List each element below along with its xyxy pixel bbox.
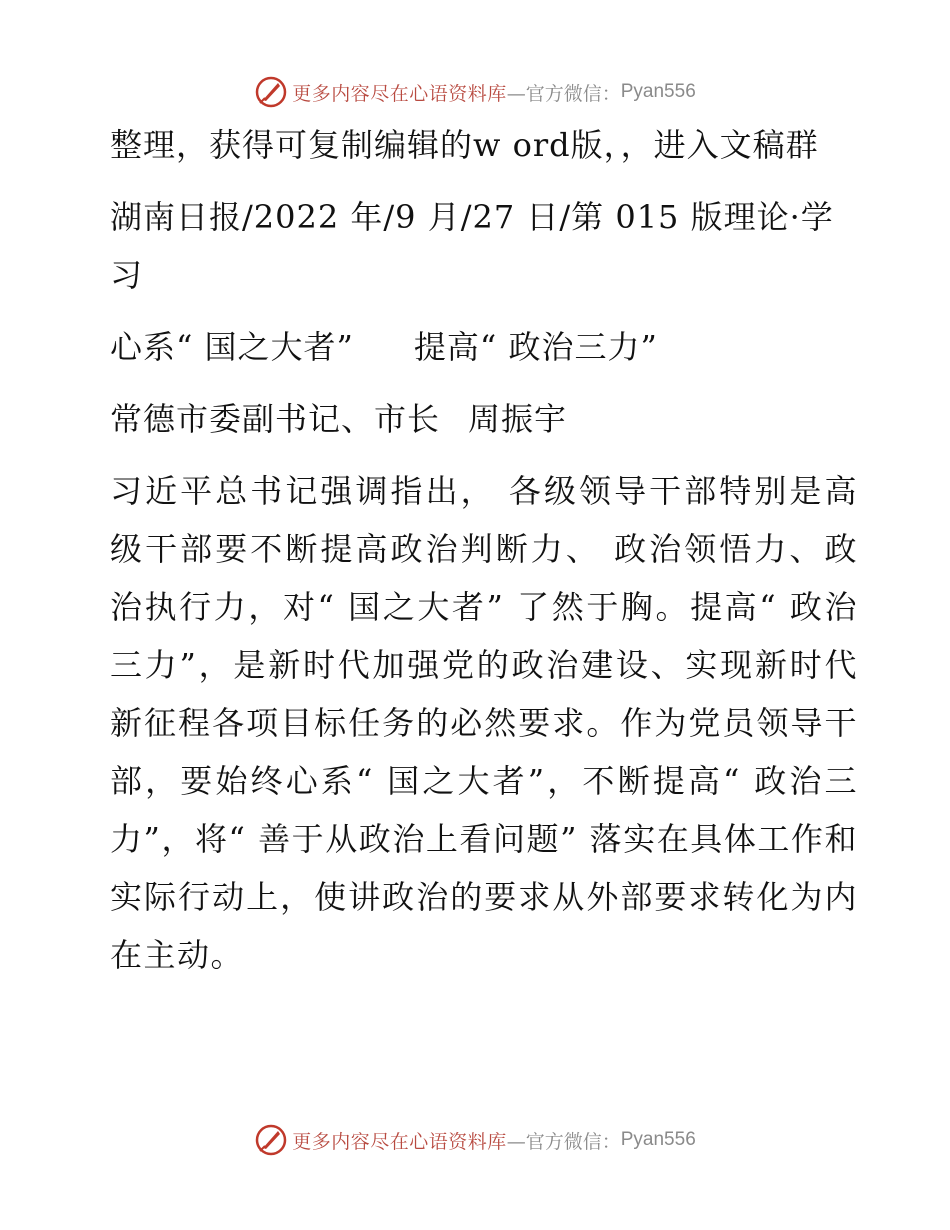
watermark-official-text: —官方微信： [506, 1130, 621, 1153]
title-part-2: 提高“ 政治三力” [413, 328, 658, 366]
quill-logo-icon [254, 1123, 288, 1157]
watermark-promo-text: 更多内容尽在心语资料库 [292, 82, 507, 105]
author-line [98, 390, 858, 448]
document-body [98, 116, 858, 984]
body-paragraph: 习近平总书记强调指出， 各级领导干部特别是高级干部要不断提高政治判断力、 政治领悟力、政治执行力，对“ 国之大者” 了然于胸。提高“ 政治三力”，是新时代加强党的政治建设、实现新时代新征程各项目标任务的必然要求。作为党员领导干部，要始终心系“ 国之大者”，不断提高“ 政治三力”，将“ 善于从政治上看问题” 落实在具体工作和实际行动上，使讲政治的要求从外部要求转化为内在主动。 [110, 472, 858, 974]
author-name: 周振宇 [468, 400, 568, 438]
watermark-wechat-id: Pyan556 [620, 1129, 696, 1150]
header-watermark [0, 72, 950, 112]
source-line: 湖南日报/2022 年/9 月/27 日/第 015 版理论·学习 [110, 198, 834, 294]
author-role: 常德市委副书记、市长 [110, 400, 441, 438]
footer-watermark [0, 1120, 950, 1160]
quill-logo-icon [254, 75, 288, 109]
intro-line: 整理，获得可复制编辑的w ord版，，进入文稿群 [110, 126, 819, 164]
title-part-1: 心系“ 国之大者” [110, 328, 354, 366]
watermark-wechat-id: Pyan556 [620, 81, 696, 102]
watermark-promo-text: 更多内容尽在心语资料库 [292, 1130, 507, 1153]
watermark-official-text: —官方微信： [506, 82, 621, 105]
article-title [98, 318, 858, 376]
